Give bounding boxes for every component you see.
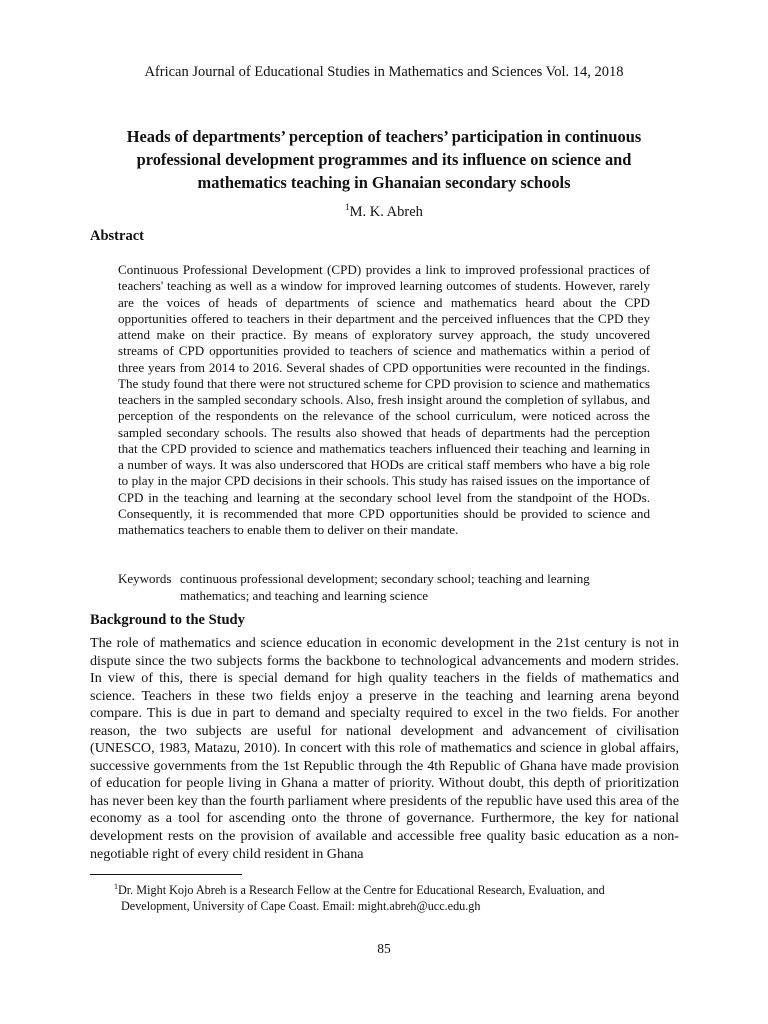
article-title: Heads of departments’ perception of teachers’ participation in continuous professional development programmes and its influence on science and mathematics teaching in Ghanaian secondary schools — [126, 127, 642, 192]
footnote-marker: 1 — [114, 882, 118, 891]
footnote-line-1 — [114, 879, 674, 899]
author-line — [0, 202, 768, 221]
footnote-text-1: Dr. Might Kojo Abreh is a Research Fellow at the Centre for Educational Research, Evaluation, and — [118, 883, 605, 898]
abstract-text: Continuous Professional Development (CPD) provides a link to improved professional practices of teachers' teaching as well as a window for improved learning outcomes of students. However, rarely are the voices of heads of departments of science and mathematics heard about the CPD opportunities offered to teachers in their department and the perceived influences that the CPD they attend make on their practice. By means of exploratory survey approach, the study uncovered streams of CPD opportunities provided to teachers of science and mathematics within a period of three years from 2014 to 2016. Several shades of CPD opportunities were recounted in the findings. The study found that there were not structured scheme for CPD provision to science and mathematics teachers in the sampled secondary schools. Also, fresh insight around the completion of syllabus, and perception of the respondents on the relevance of the school curriculum, were noticed across the sampled secondary schools. The results also showed that heads of departments had the perception that the CPD provided to science and mathematics teachers influenced their teaching and learning in a number of ways. It was also underscored that HODs are critical staff members who have a big role to play in the major CPD decisions in their schools. This study has raised issues on the importance of CPD in the teaching and learning at the secondary school level from the standpoint of the HODs. Consequently, it is recommended that more CPD opportunities should be provided to science and mathematics teachers to enable them to deliver on their mandate. — [118, 262, 650, 537]
keywords-text-1: continuous professional development; secondary school; teaching and learning — [180, 571, 590, 586]
journal-header: African Journal of Educational Studies in Mathematics and Sciences Vol. 14, 2018 — [144, 64, 624, 80]
page-number: 85 — [377, 941, 391, 956]
author-footnote-marker: 1 — [345, 202, 350, 212]
abstract-heading: Abstract — [90, 228, 144, 244]
keywords-line-1 — [118, 571, 650, 588]
background-text: The role of mathematics and science education in economic development in the 21st century is not in dispute since the two subjects forms the backbone to technological advancements and modern strides. In view of this, there is special demand for high quality teachers in the fields of mathematics and science. Teachers in these two fields enjoy a preserve in the teaching and learning arena beyond compare. This is due in part to demand and specialty required to excel in the two fields. For another reason, the two subjects are useful for national development and advancement of civilisation (UNESCO, 1983, Matazu, 2010). In concert with this role of mathematics and science in global affairs, successive governments from the 1st Republic through the 4th Republic of Ghana have made provision of education for people living in Ghana a matter of priority. Without doubt, this depth of prioritization has never been key than the fourth parliament where presidents of the republic have used this area of the economy as a tool for ascending onto the throne of governance. Furthermore, the key for national development rests on the provision of available and accessible free quality basic education as a non-negotiable right of every child resident in Ghana — [90, 635, 679, 862]
keywords-line-2: mathematics; and teaching and learning science — [180, 587, 428, 603]
background-heading: Background to the Study — [90, 612, 245, 628]
footnote-divider — [90, 874, 242, 875]
keywords-block — [118, 571, 650, 604]
footnote — [114, 879, 674, 914]
footnote-line-2: Development, University of Cape Coast. Email: might.abreh@ucc.edu.gh — [121, 898, 481, 913]
author-name: M. K. Abreh — [349, 203, 423, 220]
keywords-label: Keywords — [118, 571, 172, 586]
